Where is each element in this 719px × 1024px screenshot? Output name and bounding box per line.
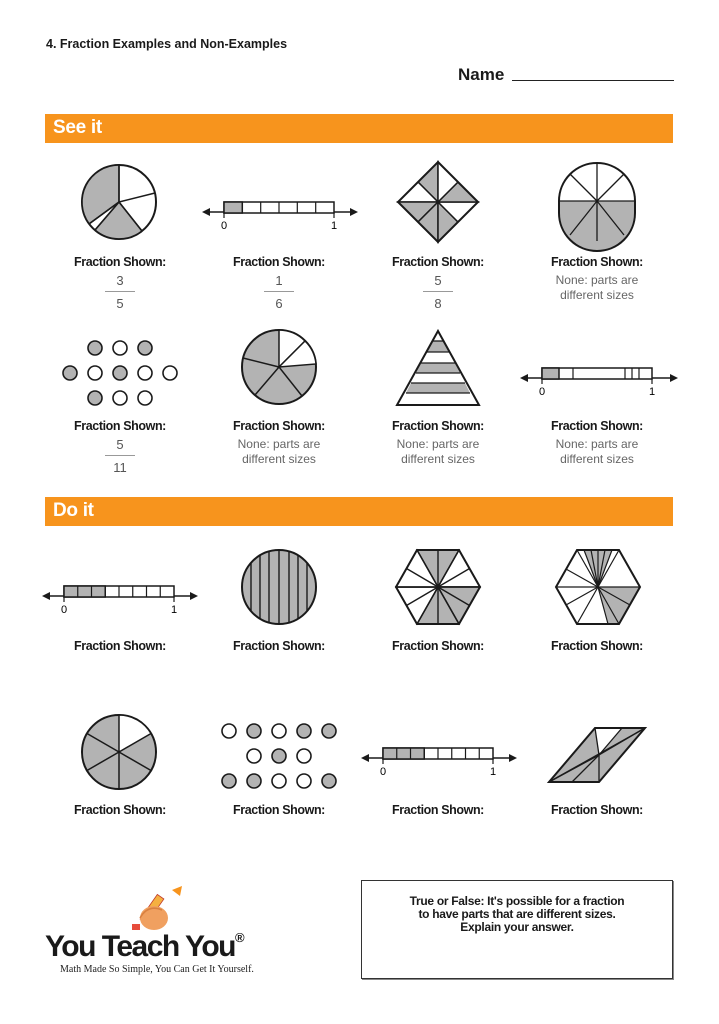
number-line-zero: 0: [538, 386, 546, 398]
fraction-shown-label: Fraction Shown:: [392, 803, 484, 817]
rhombus-figure: [547, 726, 647, 784]
caption-c3: [358, 639, 518, 653]
caption-a1: [40, 255, 200, 311]
number-line-one: 1: [330, 220, 338, 232]
circle-sixths-figure: [80, 713, 160, 793]
fraction-shown-label: Fraction Shown:: [392, 419, 484, 433]
non-example-note: None: parts are different sizes: [555, 273, 639, 302]
non-example-note: None: parts are different sizes: [555, 437, 639, 466]
circle-unequal-parts-figure: [240, 328, 320, 408]
see-it-heading: See it: [53, 117, 102, 138]
caption-b1: [40, 419, 200, 475]
denominator: 5: [116, 296, 124, 311]
do-it-heading: Do it: [53, 500, 94, 521]
truncated-circle-figure: [556, 163, 638, 243]
see-it-banner: [45, 114, 673, 143]
hexagon-unequal-figure: [554, 548, 642, 628]
caption-a2: [199, 255, 359, 311]
striped-circle-figure: [240, 548, 320, 628]
registered-mark: ®: [234, 930, 244, 945]
name-label: Name: [458, 65, 505, 84]
fraction-shown-label: Fraction Shown:: [233, 639, 325, 653]
caption-d1: [40, 803, 200, 817]
number-line-sixths-figure: [200, 198, 360, 238]
non-example-note: None: parts are different sizes: [237, 437, 321, 466]
fraction-answer: [105, 437, 135, 475]
dot-array-2-figure: [219, 722, 341, 792]
fraction-shown-label: Fraction Shown:: [233, 419, 325, 433]
fraction-shown-label: Fraction Shown:: [551, 803, 643, 817]
caption-c4: [517, 639, 677, 653]
hexagon-twelfths-figure: [394, 548, 482, 628]
fraction-shown-label: Fraction Shown:: [233, 255, 325, 269]
caption-c1: [40, 639, 200, 653]
fraction-shown-label: Fraction Shown:: [74, 803, 166, 817]
fraction-shown-label: Fraction Shown:: [551, 419, 643, 433]
denominator: 6: [275, 296, 283, 311]
numerator: 1: [275, 273, 283, 288]
name-field-line[interactable]: [512, 80, 674, 81]
caption-c2: [199, 639, 359, 653]
fraction-shown-label: Fraction Shown:: [392, 255, 484, 269]
caption-d4: [517, 803, 677, 817]
do-it-banner: [45, 497, 673, 526]
numerator: 5: [116, 437, 124, 452]
numerator: 5: [434, 273, 442, 288]
number-line-zero: 0: [60, 604, 68, 616]
fraction-shown-label: Fraction Shown:: [551, 639, 643, 653]
dot-array-figure: [60, 339, 180, 411]
fraction-shown-label: Fraction Shown:: [74, 419, 166, 433]
fraction-shown-label: Fraction Shown:: [74, 639, 166, 653]
circle-five-parts-figure: [80, 163, 160, 243]
brand-logo: [45, 930, 243, 964]
caption-a3: [358, 255, 518, 311]
caption-b4: [517, 419, 677, 467]
caption-d3: [358, 803, 518, 817]
number-line-one: 1: [648, 386, 656, 398]
fraction-shown-label: Fraction Shown:: [233, 803, 325, 817]
question-box[interactable]: [361, 880, 673, 979]
caption-a4: [517, 255, 677, 303]
page-title: 4. Fraction Examples and Non-Examples: [46, 37, 288, 51]
fraction-shown-label: Fraction Shown:: [551, 255, 643, 269]
brand-tagline: Math Made So Simple, You Can Get It Yourself.: [60, 964, 254, 975]
denominator: 8: [434, 296, 442, 311]
number-line-unequal-figure: [518, 364, 680, 404]
number-line-one: 1: [170, 604, 178, 616]
caption-d2: [199, 803, 359, 817]
numerator: 3: [116, 273, 124, 288]
fraction-shown-label: Fraction Shown:: [392, 639, 484, 653]
brand-name: You Teach You: [45, 930, 235, 963]
caption-b2: [199, 419, 359, 467]
question-text: True or False: It's possible for a fraction to have parts that are different sizes. Explain your answer.: [409, 894, 625, 934]
fraction-answer: [264, 273, 294, 311]
number-line-zero: 0: [379, 766, 387, 778]
triangle-stripes-figure: [395, 329, 481, 407]
fraction-shown-label: Fraction Shown:: [74, 255, 166, 269]
caption-b3: [358, 419, 518, 467]
non-example-note: None: parts are different sizes: [396, 437, 480, 466]
number-line-eighths-2-figure: [359, 744, 519, 784]
diamond-eighths-figure: [396, 160, 480, 244]
number-line-zero: 0: [220, 220, 228, 232]
number-line-one: 1: [489, 766, 497, 778]
fraction-answer: [105, 273, 135, 311]
denominator: 11: [113, 460, 127, 475]
fraction-answer: [423, 273, 453, 311]
number-line-eighths-figure: [40, 582, 200, 622]
